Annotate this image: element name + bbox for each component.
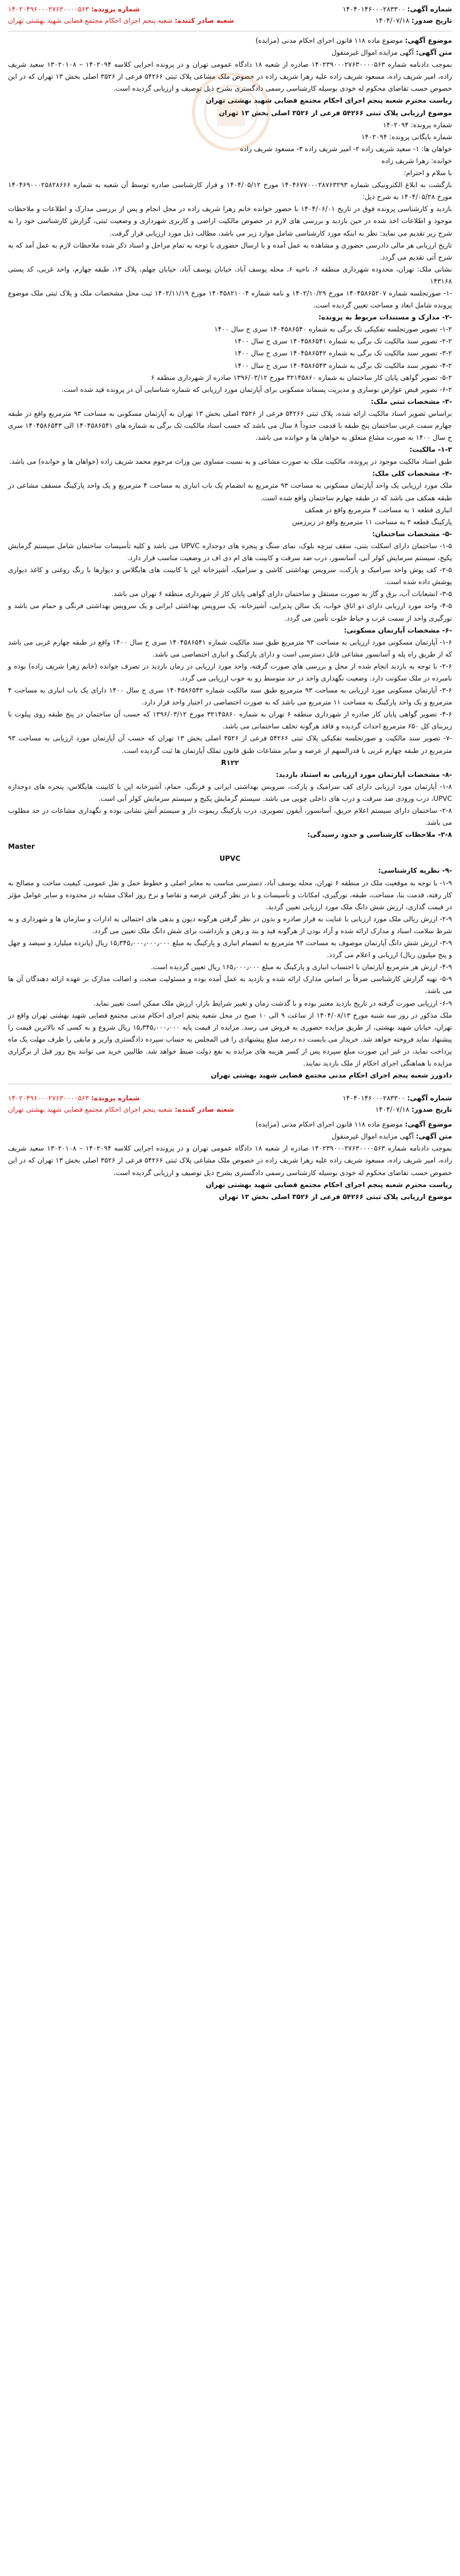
paragraph: با سلام و احترام: (403, 169, 452, 177)
footer-file-number-label: شماره پرونده: (91, 1094, 140, 1103)
paragraph: -۵- مشخصات ساختمان: (372, 529, 452, 538)
label-upvc: UPVC (219, 854, 241, 863)
paragraph: -۷- تصویر سند مالکیت و صورتجلسه تفکیکی پلاک ثبتی ۵۴۲۶۶ فرعی از ۳۵۲۶ اصلی بخش ۱۳ تهران که حسب آن آپارتمان مورد ارزیابی به مساحت ۹۳ مترمربع در طبقه چهارم غربی با قدرالسهم از عرصه و سایر مشاعات طبق قانون تملک آپارتمان ها ثبت گردیده است. (8, 734, 452, 755)
paragraph: ۳-۸- ملاحظات کارشناسی و حدود رسیدگی: (307, 831, 452, 839)
footer-text-value: آگهی مزایده اموال غیرمنقول (332, 1132, 414, 1141)
footer-subject-label: موضوع آگهی: (405, 1120, 452, 1129)
paragraph: ۳-۹- ارزش شش دانگ آپارتمان موصوف به مساحت ۹۳ مترمربع به انضمام انباری و پارکینگ به مبلغ ۱۵٫۳۴۵٫۰۰۰٫۰۰۰٫۰۰۰ ریال (پانزده میلیارد و سیصد و چهل و پنج میلیون ریال) ارزیابی و اعلام می گردد. (8, 939, 452, 959)
paragraph: انباری قطعه ۱ به مساحت ۴ مترمربع واقع در همکف (304, 505, 452, 514)
paragraph: نشانی ملک: تهران، محدوده شهرداری منطقه ۶، ناحیه ۶، محله یوسف آباد، خیابان یوسف آباد، خیابان چهلم، پلاک ۱۳، طبقه چهارم، واحد غربی، کد پستی ۱۴۳۱۶۸ (8, 265, 452, 285)
paragraph: -۴- مشخصات کلی ملک: (372, 469, 452, 478)
paragraph: شماره پرونده: ۱۴۰۲۰۹۴ (382, 120, 452, 129)
ad-body (0, 35, 460, 1082)
footer-ad-number-label: شماره آگهی: (407, 1094, 452, 1103)
paragraph: پارکینگ قطعه ۲ به مساحت ۱۱ مترمربع واقع در زیرزمین (292, 517, 452, 526)
paragraph: ۲-۶- با توجه به بازدید انجام شده از محل و بررسی های صورت گرفته، واحد مورد ارزیابی در زمان بازدید در تصرف خوانده (خانم زهرا شریف زاده) بوده و نامبرده در ملک سکونت دارد. وضعیت نگهداری واحد در حد متوسط رو به خوب ارزیابی می گردد. (8, 662, 452, 682)
file-number-value: ۱۴۰۲۰۴۹۶۰۰۰۲۷۶۳۰۰۰۰۵۶۳ (8, 5, 89, 13)
paragraph: -۲- مدارک و مستندات مربوط به پرونده: (318, 313, 452, 322)
paragraph: ۲-۵- کف پوش واحد سرامیک و پارکت، سرویس بهداشتی کاشی و سرامیک، آشپزخانه اپن با کابینت های هایگلاس و دیوارها با رنگ روغنی و کاغذ دیواری پوشش داده شده است. (8, 566, 452, 586)
paragraph: -۹- نظریه کارشناسی: (378, 866, 452, 875)
ad-footer (0, 1088, 460, 1203)
file-number-label: شماره پرونده: (91, 5, 140, 13)
paragraph: ۱-۹- با توجه به موقعیت ملک در منطقه ۶ تهران، محله یوسف آباد، دسترسی مناسب به معابر اصلی و خطوط حمل و نقل عمومی، کیفیت ساخت و مصالح به کار رفته، قدمت بنا، مساحت، طبقه، نورگیری، امکانات و تأسیسات و با در نظر گرفتن عرضه و تقاضا و نرخ روز املاک مشابه در محدوده و سایر عوامل مؤثر در قیمت گذاری، ارزش شش دانگ ملک مورد ارزیابی تعیین گردید. (8, 878, 452, 911)
paragraph: ملک مذکور در روز سه شنبه مورخ ۱۴۰۴/۰۸/۱۳ از ساعت ۹ الی ۱۰ صبح در محل شعبه پنجم اجرای احکام مدنی مجتمع قضایی شهید بهشتی تهران واقع در تهران، خیابان شهید بهشتی، از طریق مزایده حضوری به فروش می رسد. مزایده از قیمت پایه ۱۵٫۳۴۵٫۰۰۰٫۰۰۰ ریال شروع و به کسی که بالاترین قیمت را پیشنهاد نماید فروخته خواهد شد. خریدار می بایست ده درصد مبلغ پیشنهادی را فی المجلس به حساب سپرده دادگستری واریز و مابقی را ظرف مهلت یک ماه پرداخت نماید، در غیر این صورت مبلغ سپرده پس از کسر هزینه های مزایده به نفع دولت ضبط خواهد شد. طالبین خرید می توانند پنج روز قبل از برگزاری مزایده با هماهنگی اجرای احکام از ملک بازدید نمایند. (8, 1011, 453, 1067)
paragraph: ۱-۲- تصویر صورتجلسه تفکیکی تک برگی به شماره ۱۴۰۴۵۸۶۵۴۰ سری ج سال ۱۴۰۰ (214, 325, 452, 334)
paragraph: تاریخ ارزیابی هر مالی دادرسی حضوری و مشاهده به عمل آمده و با ارسال حضوری با توجه به تمام مراحل و اسناد ذکر شده ملاحظات لازم به عمل آمد که به شرح آتی تقدیم می گردد. (8, 241, 452, 261)
paragraph: ۱-۸- آپارتمان مورد ارزیابی دارای کف سرامیک و پارکت، سرویس بهداشتی ایرانی و فرنگی، حمام، آشپزخانه اپن با کابینت هایگلاس، پنجره های دوجداره UPVC، درب ورودی ضد سرقت و درب های داخلی چوبی می باشد. سیستم گرمایش پکیج و سیستم سرمایش کولر آبی است. (8, 782, 452, 803)
paragraph: ۴-۲- تصویر سند مالکیت تک برگی به شماره ۱۴۰۴۵۸۶۵۴۳ سری ج سال ۱۴۰۰ (234, 361, 452, 370)
issue-date-label: تاریخ صدور: (411, 17, 452, 25)
paragraph: موضوع ارزیابی پلاک ثبتی ۵۴۲۶۶ فرعی از ۳۵۲۶ اصلی بخش ۱۳ تهران (219, 1192, 452, 1201)
issuer-value: شعبه پنجم اجرای احکام مجتمع قضایی شهید بهشتی تهران (8, 17, 173, 25)
paragraph: بازدید و کارشناسی پرونده فوق در تاریخ ۱۴۰۴/۰۶/۰۱ با حضور خوانده خانم زهرا شریف زاده در محل انجام و پس از بررسی مدارک و اطلاعات و ملاحظات موجود و اطلاعات اخذ شده در حین بازدید و بررسی های لازم در خصوص مالکیت اراضی و کاربری شهرداری و وضعیت ثبتی، گزارش کارشناسی خود را به شرح زیر تقدیم می نماید: نظر به اینکه مورد کارشناسی شامل موارد زیر می باشد، مطالب ذیل مورد ارزیابی قرار گرفت. (8, 205, 452, 237)
footer-issuer-value: شعبه پنجم اجرای احکام مجتمع قضایی شهید بهشتی تهران (8, 1105, 173, 1114)
paragraph: -۶- مشخصات آپارتمان مسکونی: (344, 626, 452, 634)
paragraph: -۸- مشخصات آپارتمان مورد ارزیابی به استناد بازدید: (276, 770, 452, 779)
footer-file-number-value: ۱۴۰۲۰۴۹۶۰۰۰۲۷۶۳۰۰۰۰۵۶۳ (8, 1094, 89, 1103)
issue-date-value: ۱۴۰۴/۰۷/۱۸ (375, 17, 410, 25)
paragraph: ۵-۹- تهیه گزارش کارشناسی صرفاً بر اساس مدارک ارائه شده و بازدید به عمل آمده بوده و مسئولیت صحت و اصالت مدارک بر عهده ارائه دهندگان آن ها می باشد. (8, 975, 452, 995)
paragraph: ۱-۵- ساختمان دارای اسکلت بتنی، سقف تیرچه بلوک، نمای سنگ و پنجره های دوجداره UPVC می باشد و کلیه تأسیسات ساختمان شامل سیستم گرمایش پکیج، سیستم سرمایش کولر آبی، آسانسور، درب ضد سرقت و کابینت های ام دی اف در وضعیت مناسب قرار دارد. (8, 541, 452, 562)
text-label: متن آگهی: (415, 48, 452, 57)
paragraph: ۵-۲- تصویر گواهی پایان کار ساختمان به شماره ۳۲۱۴۵۸۶۰ مورخ ۱۳۹۶/۰۳/۱۲ صادره از شهرداری منطقه ۶ (151, 373, 452, 382)
paragraph: ملک مورد ارزیابی یک واحد آپارتمان مسکونی به مساحت ۹۳ مترمربع به انضمام یک باب انباری به مساحت ۴ مترمربع و یک واحد پارکینگ مسقف مشاعی در طبقه همکف می باشد که در طبقه چهارم ساختمان واقع شده است. (8, 481, 453, 502)
text-value: آگهی مزایده اموال غیرمنقول (332, 48, 414, 57)
footer-issue-date-value: ۱۴۰۴/۰۷/۱۸ (375, 1105, 410, 1114)
paragraph: ۶-۹- ارزیابی صورت گرفته در تاریخ بازدید معتبر بوده و با گذشت زمان و تغییر شرایط بازار، ارزش ملک ممکن است تغییر نماید. (93, 999, 452, 1007)
ad-number-label: شماره آگهی: (407, 5, 452, 13)
subject-label: موضوع آگهی: (405, 37, 452, 44)
ad-number-value: ۱۴۰۴۰۱۴۶۰۰۰۲۸۳۳۰۰ (342, 5, 405, 13)
footer-issuer-label: شعبه صادر کننده: (175, 1105, 234, 1114)
paragraph: ۲-۸- ساختمان دارای سیستم اعلام حریق، آسانسور، آیفون تصویری، درب پارکینگ ریموت دار و سیستم آتش نشانی بوده و نگهداری مشاعات در حد مطلوب می باشد. (8, 807, 452, 827)
paragraph: طبق اسناد مالکیت موجود در پرونده، مالکیت ملک به صورت مشاعی و به نسبت مساوی بین وراث مرحوم محمد شریف زاده (خواهان ها و خوانده) می باشد. (9, 457, 452, 466)
subject-value: موضوع ماده ۱۱۸ قانون اجرای احکام مدنی (مزایده) (255, 37, 403, 44)
paragraph: بموجب دادنامه شماره ۱۴۰۲۳۹۰۰۰۲۷۶۳۰۰۰۰۵۶۳ صادره از شعبه ۱۸ دادگاه عمومی تهران و در پرونده اجرایی کلاسه ۱۴۰۲۰۹۴ – ۱۳۰۲۰۱۰۸ سعید شریف زاده، امیر شریف زاده، مسعود شریف زاده علیه زهرا شریف زاده در خصوص ملک مشاعی پلاک ثبتی ۵۴۲۶۶ فرعی از ۳۵۲۶ اصلی بخش ۱۳ تهران که در این خصوص حسب تقاضای محکوم له خودی بوسیله کارشناسی رسمی دادگستری بشرح ذیل توصیف و ارزیابی گردیده است. (8, 60, 453, 93)
paragraph: ۶-۲- تصویر قبض عوارض نوسازی و مدیریت پسماند مسکونی برای آپارتمان مورد ارزیابی که شماره شناسایی آن در پرونده قید شده است. (61, 385, 452, 394)
footer-subject-value: موضوع ماده ۱۱۸ قانون اجرای احکام مدنی (مزایده) (255, 1120, 403, 1129)
footer-body (8, 1115, 452, 1203)
footer-text-label: متن آگهی: (415, 1132, 452, 1141)
paragraph: ۱-۳- مالکیت: (409, 445, 452, 454)
paragraph: خواهان ها: ۱- سعید شریف زاده ۲- امیر شریف زاده ۳- مسعود شریف زاده (240, 144, 452, 153)
paragraph: شماره بایگانی پرونده: ۱۴۰۲۰۹۴ (361, 132, 452, 141)
paragraph: -۱- صورتجلسه شماره ۱۴۰۴۵۸۶۵۲۰۷ مورخ ۱۴۰۲/۱۰/۲۹ و نامه شماره ۱۴۰۴۵۸۲۱۰۰۴ مورخ ۱۴۰۲/۱۱/۱۹ ثبت محل مشخصات ملک و پلاک ثبتی ملک موضوع پرونده شامل ابعاد و مساحت تعیین گردیده است. (8, 289, 453, 310)
paragraph: ۲-۲- تصویر سند مالکیت تک برگی به شماره ۱۴۰۴۵۸۶۵۴۱ سری ج سال ۱۴۰۰ (234, 337, 452, 346)
issuer-label: شعبه صادر کننده: (175, 17, 234, 25)
label-master: Master (8, 843, 35, 851)
paragraph: ۳-۵- انشعابات آب، برق و گاز به صورت مستقل و ساختمان دارای گواهی پایان کار از شهرداری منطقه ۶ تهران می باشد. (111, 590, 452, 598)
paragraph: موضوع ارزیابی پلاک ثبتی ۵۴۲۶۶ فرعی از ۳۵۲۶ اصلی بخش ۱۳ تهران (219, 108, 452, 117)
paragraph: ۱-۶- آپارتمان مسکونی مورد ارزیابی به مساحت ۹۳ مترمربع طبق سند مالکیت شماره ۱۴۰۴۵۸۶۵۴۱ سری ج سال ۱۴۰۰ واقع در طبقه چهارم غربی می باشد که از طریق راه پله و آسانسور مشاعی قابل دسترسی است و دارای پارکینگ و انباری اختصاصی می باشد. (8, 638, 452, 658)
paragraph: ریاست محترم شعبه پنجم اجرای احکام مجتمع قضایی شهید بهشتی تهران (205, 96, 452, 105)
paragraph: ۲-۹- ارزش ریالی ملک مورد ارزیابی با عنایت به قرار صادره و بدون در نظر گرفتن هرگونه دیون و بدهی های احتمالی به ادارات و سازمان ها و شهرداری و به شرط سلامت اسناد و مدارک ارائه شده و آزاد بودن از هرگونه قید و بند و رهن و بازداشت برای شش دانگ ملک تعیین می گردد. (8, 914, 452, 935)
paragraph: ریاست محترم شعبه پنجم اجرای احکام مجتمع قضایی شهید بهشتی تهران (205, 1180, 452, 1189)
signature-line: دادورز شعبه پنجم اجرای احکام مدنی مجتمع قضایی شهید بهشتی تهران (211, 1071, 452, 1080)
paragraph: ۳-۲- تصویر سند مالکیت تک برگی به شماره ۱۴۰۴۵۸۶۵۴۲ سری ج سال ۱۴۰۰ (234, 349, 452, 358)
paragraph: ۴-۹- ارزش هر مترمربع آپارتمان با احتساب انباری و پارکینگ به مبلغ ۱۶۵٫۰۰۰٫۰۰۰ ریال تعیین گردیده است. (151, 963, 452, 971)
reference-code: R۱۲۲ (221, 758, 239, 767)
paragraph: ۳-۶- آپارتمان مسکونی مورد ارزیابی به مساحت ۹۳ مترمربع طبق سند مالکیت شماره ۱۴۰۴۵۸۶۵۴۲ سری ج سال ۱۴۰۰ دارای یک باب انباری به مساحت ۴ مترمربع و یک واحد پارکینگ به مساحت ۱۱ مترمربع می باشد که به صورت اختصاصی در اختیار واحد قرار دارد. (8, 686, 452, 707)
footer-ad-number-value: ۱۴۰۴۰۱۴۶۰۰۰۲۸۳۳۰۰ (342, 1094, 405, 1103)
ad-header (0, 0, 460, 29)
footer-issue-date-label: تاریخ صدور: (411, 1105, 452, 1114)
paragraph: براساس تصویر اسناد مالکیت ارائه شده، پلاک ثبتی ۵۴۲۶۶ فرعی از ۳۵۲۶ اصلی بخش ۱۳ تهران به آپارتمان مسکونی به مساحت ۹۳ مترمربع واقع در طبقه چهارم سمت غربی ساختمان پنج طبقه با قدمت حدوداً ۸ سال می باشد که حسب اسناد مالکیت تک برگی به شماره های ۱۴۰۴۵۸۶۵۴۱ الی ۱۴۰۴۵۸۶۵۴۳ سری ج سال ۱۴۰۰ به صورت مشاع متعلق به خواهان ها و خوانده می باشد. (8, 409, 452, 442)
paragraph: بازگشت به ابلاغ الکترونیکی شماره ۱۴۰۴۶۷۷۰۰۰۲۸۷۶۳۲۹۳ مورخ ۱۴۰۴/۰۵/۱۲ و قرار کارشناسی صادره توسط آن شعبه به شماره ۱۴۰۴۶۹۰۰۰۲۵۸۲۸۶۶۶ مورخ ۱۴۰۴/۰۵/۲۸ به شرح ذیل: (8, 181, 452, 201)
paragraph: بموجب دادنامه شماره ۱۴۰۲۳۹۰۰۰۲۷۶۳۰۰۰۰۵۶۳ صادره از شعبه ۱۸ دادگاه عمومی تهران و در پرونده اجرایی کلاسه ۱۴۰۲۰۹۴ – ۱۳۰۲۰۱۰۸ سعید شریف زاده، امیر شریف زاده، مسعود شریف زاده علیه زهرا شریف زاده در خصوص ملک مشاعی پلاک ثبتی ۵۴۲۶۶ فرعی از ۳۵۲۶ اصلی بخش ۱۳ تهران که در این خصوص حسب تقاضای محکوم له خودی بوسیله کارشناسی رسمی دادگستری بشرح ذیل توصیف و ارزیابی گردیده است. (8, 1144, 453, 1177)
paragraph: خوانده: زهرا شریف زاده (381, 156, 452, 165)
paragraph: -۳- مشخصات ثبتی ملک: (370, 397, 452, 406)
paragraph: ۴-۵- واحد مورد ارزیابی دارای دو اتاق خواب، یک سالن پذیرایی، آشپزخانه، یک سرویس بهداشتی ایرانی و یک سرویس بهداشتی فرنگی و حمام می باشد و نورگیری واحد از سمت غرب و حیاط خلوت تأمین می گردد. (8, 602, 452, 622)
paragraph: ۴-۶- تصویر گواهی پایان کار صادره از شهرداری منطقه ۶ تهران به شماره ۳۲۱۴۵۸۶۰ مورخ ۱۳۹۶/۰۳/۱۲ که حسب آن ساختمان در پنج طبقه روی پیلوت با زیربنای کل ۶۵۰ مترمربع احداث گردیده و فاقد هرگونه تخلف ساختمانی می باشد. (8, 710, 453, 731)
